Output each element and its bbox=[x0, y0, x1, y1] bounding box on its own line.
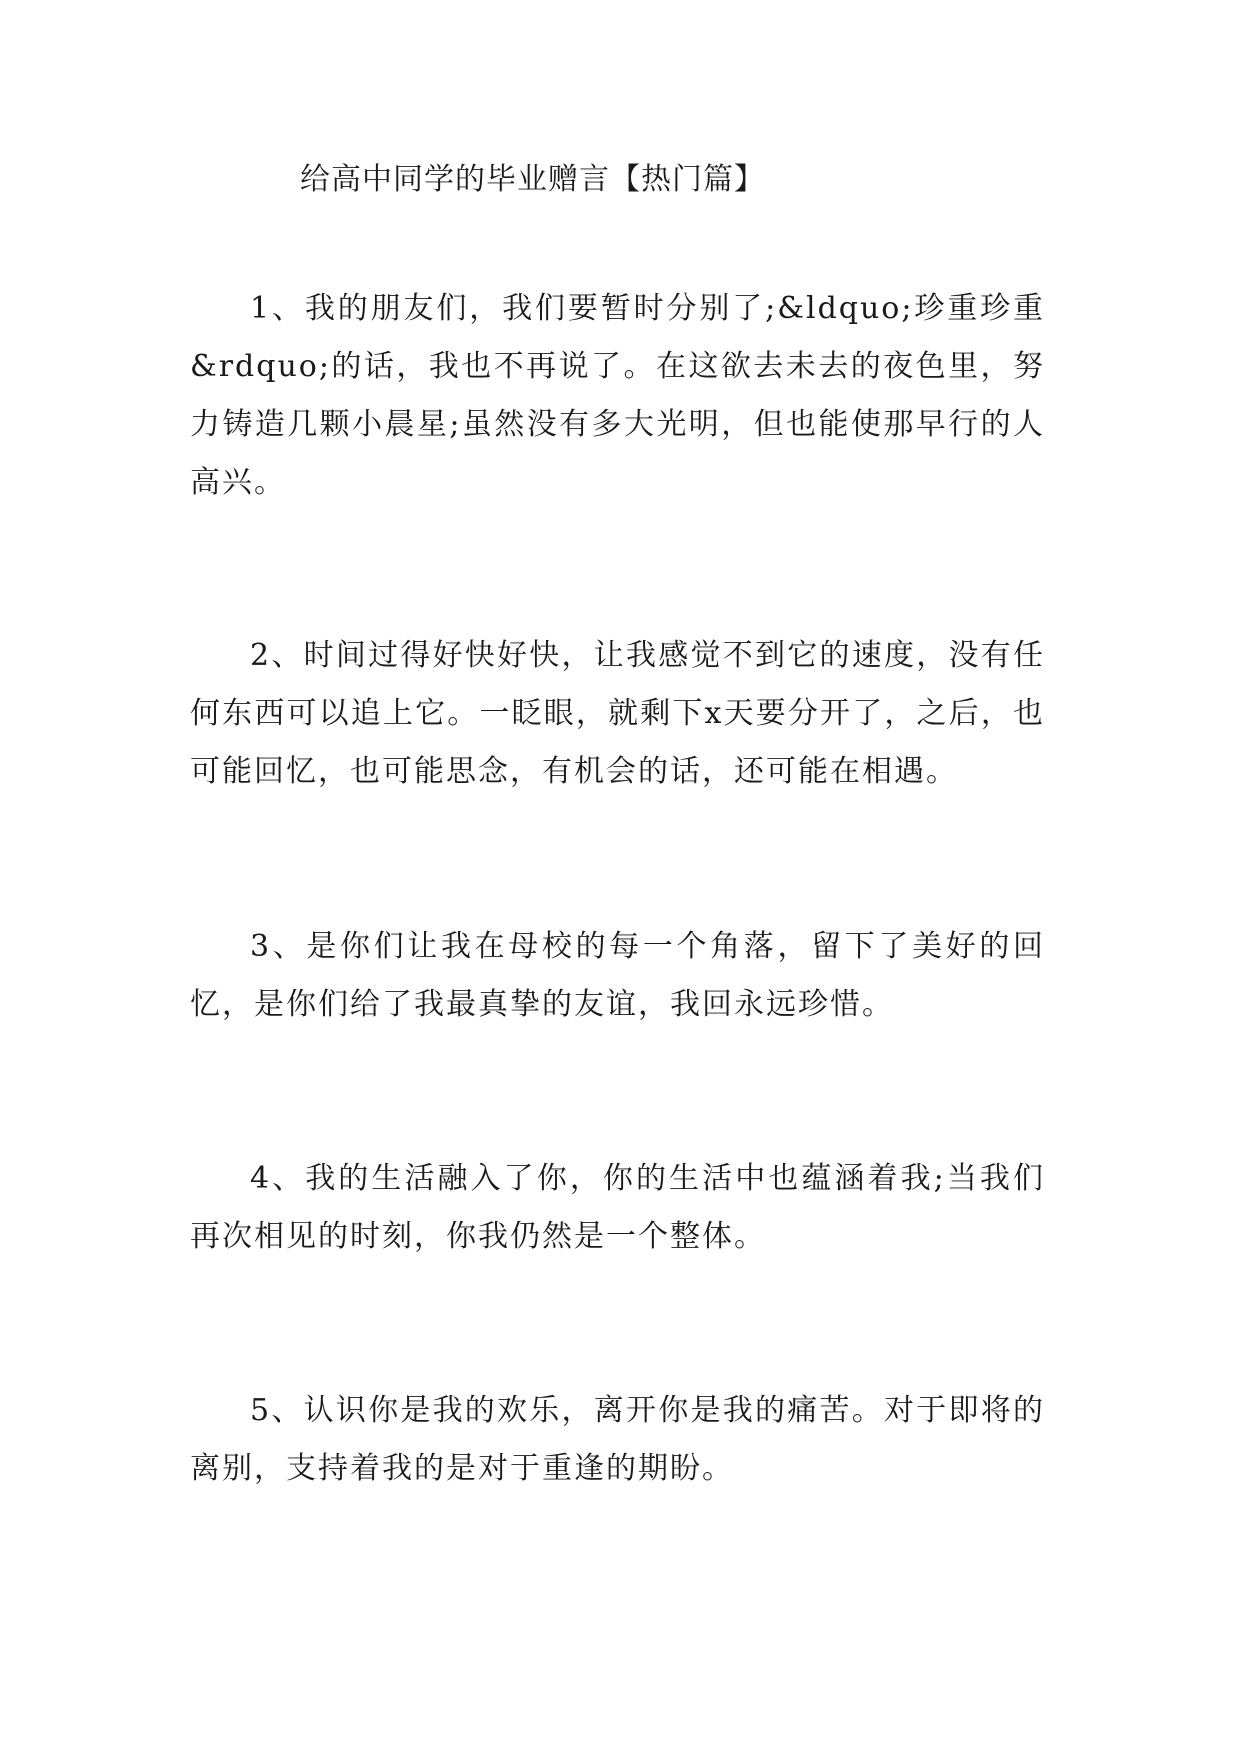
document-title: 给高中同学的毕业赠言【热门篇】 bbox=[300, 162, 765, 197]
paragraph-5: 5、认识你是我的欢乐，离开你是我的痛苦。对于即将的离别，支持着我的是对于重逢的期盼。 bbox=[190, 1393, 1045, 1486]
paragraph-2: 2、时间过得好快好快，让我感觉不到它的速度，没有任何东西可以追上它。一眨眼，就剩下x天要分开了，之后，也可能回忆，也可能思念，有机会的话，还可能在相遇。 bbox=[190, 638, 1045, 789]
paragraph-4: 4、我的生活融入了你，你的生活中也蕴涵着我;当我们再次相见的时刻，你我仍然是一个整体。 bbox=[190, 1161, 1045, 1254]
paragraph-3: 3、是你们让我在母校的每一个角落，留下了美好的回忆，是你们给了我最真挚的友谊，我回永远珍惜。 bbox=[190, 929, 1045, 1022]
paragraph-1: 1、我的朋友们，我们要暂时分别了;&ldquo;珍重珍重&rdquo;的话，我也不再说了。在这欲去未去的夜色里，努力铸造几颗小晨星;虽然没有多大光明，但也能使那早行的人高兴。 bbox=[190, 291, 1045, 500]
